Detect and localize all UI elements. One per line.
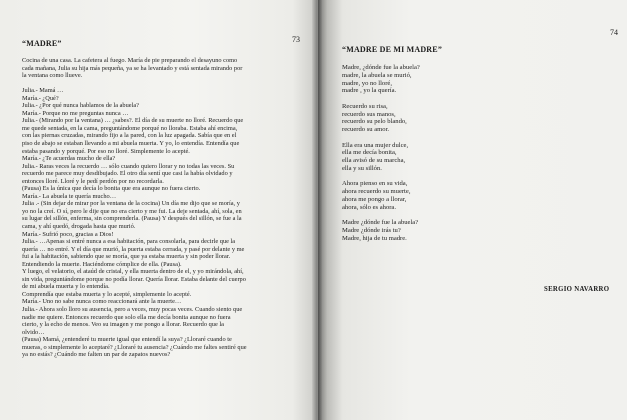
poem-line: madre, yo no lloré, [342,79,392,87]
poem-line: ella me decía bonita, [342,149,397,157]
stage-direction [22,57,307,80]
book-spine [312,0,322,420]
dialogue-line: Julia.- (Mirando por la ventana) … ¿sabes?. El día de su muerte no lloré. Recuerdo que [22,117,244,125]
intro-line: Cocina de una casa. La cafetera al fuego. María de pie preparando el desayuno como [22,57,238,64]
dialogue-line: Julia.- …Apenas si entré nunca a esa habitación, para consolarla, para decirle que la [22,238,236,246]
poem-line: Recuerdo su risa, [342,102,388,110]
dialogue-line: entonces lloré. Lloré y le pedí perdón por no recordarla. [22,177,164,185]
right-page [318,0,627,420]
dialogue-line: ya no estás? ¿Cuándo me falten un par de zapatos nuevos? [22,351,171,359]
play-title: “MADRE” [22,39,62,48]
dialogue-line: fui a la habitación, sabiendo que se moría, que ya estaba muerta y sin poder llorar. [22,253,231,261]
dialogue-line: Julia.- Mamá … [22,87,64,95]
dialogue-line: Y luego, el velatorio, el ataúd de cristal, y ella muerta dentro de el, y yo mirándola, ahí, [22,268,244,276]
dialogue-line: sin vida, preguntándome porque no podía llorar. Quería llorar. Estaba delante del cuerpo [22,275,246,283]
poem-line: madre , yo la quería. [342,87,397,95]
dialogue-line: (Pausa) Es la única que decía lo bonita que era aunque no fuera cierto. [22,185,201,193]
dialogue-line: yo no la creí. O sí, pero le dije que no era cierto y me fui. La deje sentada, ahí, sola, en [22,207,242,215]
poem-line: Madre, ¿dónde fue la abuela? [342,64,420,71]
poem [342,64,592,250]
dialogue-line: piso de abajo se estaban llevando a mi abuela muerta. Y yo, lo entendía. Entendía que [22,139,240,147]
poem-stanza [342,180,592,211]
dialogue-line: Julia.- ¿Por qué nunca hablamos de la abuela? [22,102,139,110]
dialogue-line: Comprendía que estaba muerta y lo acepté, simplemente lo acepté. [22,290,192,298]
dialogue-line: de mi abuela muerta y lo entendía. [22,283,110,291]
poem-stanza [342,103,592,134]
play-text [22,57,307,359]
dialogue-line: María.- La abuela te quería mucho… [22,192,117,200]
dialogue-line: Julia .- (Sin dejar de mirar por la ventana de la cocina) Un día me dijo que se moría, y [22,200,240,208]
dialogue-line: nadie me quiere. Entonces recuerdo que solo ella me decía bonita aunque no fuera [22,313,231,321]
poem-stanza [342,64,592,95]
dialogue-line: María.- Uno no sabe nunca como reaccionará ante la muerte… [22,298,182,306]
poem-stanza [342,219,592,242]
dialogue-line: me quede sentada, en la cama, preguntándome porqué no lloraba. Estaba ahí encima, [22,124,238,132]
poem-line: Madre ¿dónde irás tu? [342,226,401,234]
dialogue-line: recuerdo me parece muy desdibujado. El otro día sentí que casi la había olvidado y [22,170,233,178]
page-number-right: 74 [610,28,618,37]
dialogue-line: María.- ¿Te acuerdas mucho de ella? [22,155,116,163]
poem-line: ahora, sólo es ahora. [342,203,397,211]
poem-line: Madre, hija de tu madre. [342,234,407,242]
dialogue-line: quería … no entré. Y el día que murió, la puerta estaba cerrada, y pasé por delante y me [22,245,245,253]
poem-line: recuerdo sus manos, [342,110,396,118]
dialogue-line: María.- Sufrió poco, gracias a Dios! [22,230,114,238]
dialogue-line: cierto, y la echo de menos. Veo su imagen y me pongo a llorar. Recuerdo que la [22,321,224,329]
intro-line: cada mañana, Julia su hija más pequeña, ya se ha levantado y está sentada mirando por [22,64,243,72]
dialogue-line: cama, y ahí quedó, drogada hasta que murió. [22,222,136,230]
poem-stanza [342,142,592,173]
dialogue-line: María.- Porque no me preguntas nunca … [22,109,129,117]
dialogue-line: Entendiendo la muerte. Haciéndome cómplice de ella. (Pausa). [22,260,182,268]
poem-title: “MADRE DE MI MADRE” [342,45,443,54]
dialogue-line: con las piernas cruzadas, mirando fijo a la pared, con la luz apagada. Sabía que en el [22,132,237,140]
author-name: SERGIO NAVARRO [544,286,610,293]
poem-line: ahora me pongo a llorar, [342,195,407,203]
poem-line: Madre ¿dónde fue la abuela? [342,219,419,227]
dialogue-line: Julia.- Ahora solo lloro su ausencia, pero a veces, muy pocas veces. Cuando siento que [22,306,243,313]
poem-line: madre, la abuela se murió, [342,71,412,79]
dialogue-line: estaba pasando y porqué. Por eso no lloré. Simplemente lo acepté. [22,147,190,155]
poem-line: recuerdo su pelo blando, [342,118,407,126]
poem-line: ella avisó de su marcha, [342,157,406,165]
intro-line: la ventana como llueve. [22,72,83,80]
dialogue-line: su lugar del sillón, enferma, sin comprenderla. (Pausa) Y después del sillón, se fue a la [22,215,242,223]
dialogue [22,87,307,359]
dialogue-line: (Pausa) Mamá, ¿entenderé tu muerte igual que entendí la suya? ¿Lloraré cuando te [22,336,232,344]
poem-line: recuerdo su amor. [342,126,390,134]
dialogue-line: mueras, o simplemente lo aceptaré? ¿Lloraré tu ausencia? ¿Cuándo me faltes sentiré que [22,343,247,351]
poem-line: ella y su sillón. [342,164,382,172]
poem-line: Ahora pienso en su vida, [342,180,408,188]
page-number-left: 73 [292,35,300,44]
dialogue-line: olvido… [22,328,45,336]
poem-line: ahora recuerdo su muerte, [342,188,411,196]
dialogue-line: María.- ¿Qué? [22,94,59,102]
poem-line: Ella era una mujer dulce, [342,141,409,149]
dialogue-line: Julia.- Raras veces la recuerdo … sólo cuando quiero llorar y no todas las veces. Su [22,162,235,170]
